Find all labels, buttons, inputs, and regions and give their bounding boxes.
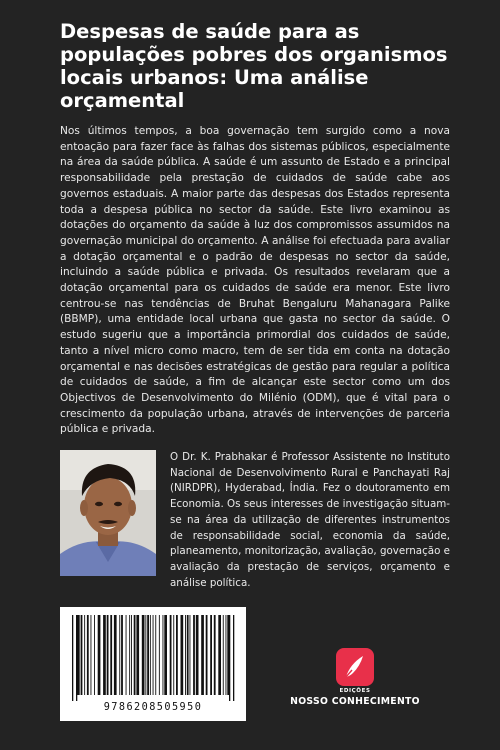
- book-synopsis: Nos últimos tempos, a boa governação tem surgido como a nova entoação para fazer face às falhas dos sistemas públicos, especialmente na área da saúde pública. A saúde é um assunto de Estado e a principal responsabilidade pela prestação de cuidados de saúde cabe aos governos estaduais. A maior parte das despesas dos Estados representa toda a despesa pública no sector da saúde. Este livro examinou as dotações do orçamento da saúde à luz dos compromissos assumidos na governação municipal do orçamento. A análise foi efectuada para avaliar a dotação orçamental e o padrão de despesas no sector da saúde, incluindo a saúde pública e privada. Os resultados revelaram que a dotação orçamental para os cuidados de saúde era menor. Este livro centrou-se nas tendências de Bruhat Bengaluru Mahanagara Palike (BBMP), uma entidade local urbana que gasta no sector da saúde. O estudo sugeriu que a importância primordial dos cuidados de saúde, tanto a nível micro como macro, tem de ser tida em conta na dotação orçamental e nas decisões estratégicas de gestão para regular a política de cuidados de saúde, a fim de alcançar este sector como um dos Objectivos de Desenvolvimento do Milénio (ODM), que é vital para o crescimento da população urbana, através de intervenções de parceria pública e privada.: [60, 125, 450, 436]
- barcode-bars: [60, 607, 246, 701]
- publisher-label: EDIÇÕES: [339, 688, 371, 694]
- author-portrait-illustration: [60, 450, 156, 576]
- publisher-logo-icon: [336, 648, 374, 686]
- isbn-barcode: [60, 607, 246, 721]
- author-photo: [60, 450, 156, 576]
- isbn-number: 9786208505950: [103, 702, 203, 713]
- book-title: Despesas de saúde para as populações pobres dos organismos locais urbanos: Uma análise orçamental: [60, 20, 448, 112]
- publisher-name: NOSSO CONHECIMENTO: [290, 696, 420, 707]
- author-bio: O Dr. K. Prabhakar é Professor Assistente no Instituto Nacional de Desenvolvimento Rural e Panchayati Raj (NIRDPR), Hyderabad, Índia. Fez o doutoramento em Economia. Os seus interesses de investigação situam-se na área da utilização de diferentes instrumentos de responsabilidade social, economia da saúde, planeamento, monitorização, avaliação, governação e avaliação da prestação de serviços, orçamento e análise política.: [170, 451, 450, 589]
